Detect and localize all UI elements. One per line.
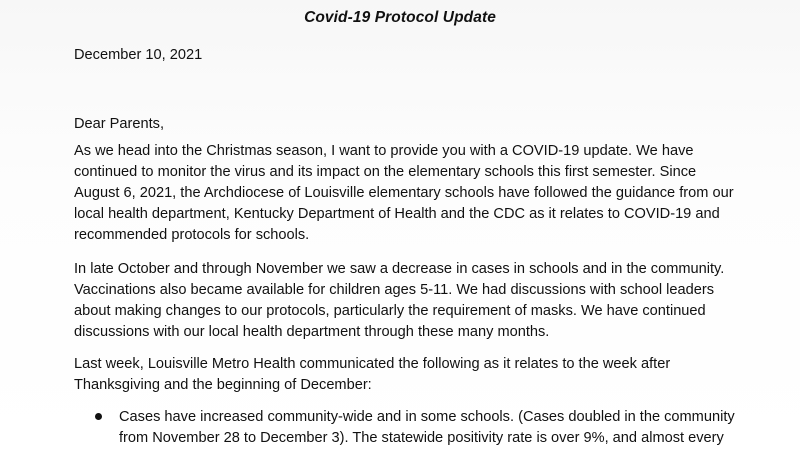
- paragraph-line: about making changes to our protocols, particularly the requirement of masks. We have continued: [74, 303, 706, 319]
- bullet-line: from November 28 to December 3). The statewide positivity rate is over 9%, and almost every: [119, 430, 724, 446]
- paragraph-line: Last week, Louisville Metro Health communicated the following as it relates to the week after: [74, 356, 671, 372]
- bullet-item: [95, 407, 785, 449]
- paragraph-line: local health department, Kentucky Department of Health and the CDC as it relates to COVID-19 and: [74, 206, 720, 222]
- bullet-dot-icon: [95, 413, 102, 420]
- paragraph-line: August 6, 2021, the Archdiocese of Louisville elementary schools have followed the guidance from our: [74, 185, 734, 201]
- letter-date: December 10, 2021: [74, 47, 203, 63]
- paragraph-intro: [74, 141, 774, 246]
- paragraph-line: In late October and through November we saw a decrease in cases in schools and in the community.: [74, 261, 725, 277]
- paragraph-line: discussions with our local health department through these many months.: [74, 324, 550, 340]
- document-title: Covid-19 Protocol Update: [304, 9, 496, 26]
- paragraph-line: Vaccinations also became available for children ages 5-11. We had discussions with school leaders: [74, 282, 715, 298]
- paragraph-line: As we head into the Christmas season, I want to provide you with a COVID-19 update. We have: [74, 143, 694, 159]
- paragraph-line: Thanksgiving and the beginning of December:: [74, 377, 372, 393]
- bullet-line: Cases have increased community-wide and in some schools. (Cases doubled in the community: [119, 409, 735, 425]
- paragraph-decrease: [74, 259, 774, 343]
- salutation: Dear Parents,: [74, 116, 165, 132]
- paragraph-line: continued to monitor the virus and its impact on the elementary schools this first semester. Since: [74, 164, 697, 180]
- paragraph-line: recommended protocols for schools.: [74, 227, 310, 243]
- paragraph-metro-health: [74, 354, 774, 396]
- bullet-list: [95, 407, 785, 449]
